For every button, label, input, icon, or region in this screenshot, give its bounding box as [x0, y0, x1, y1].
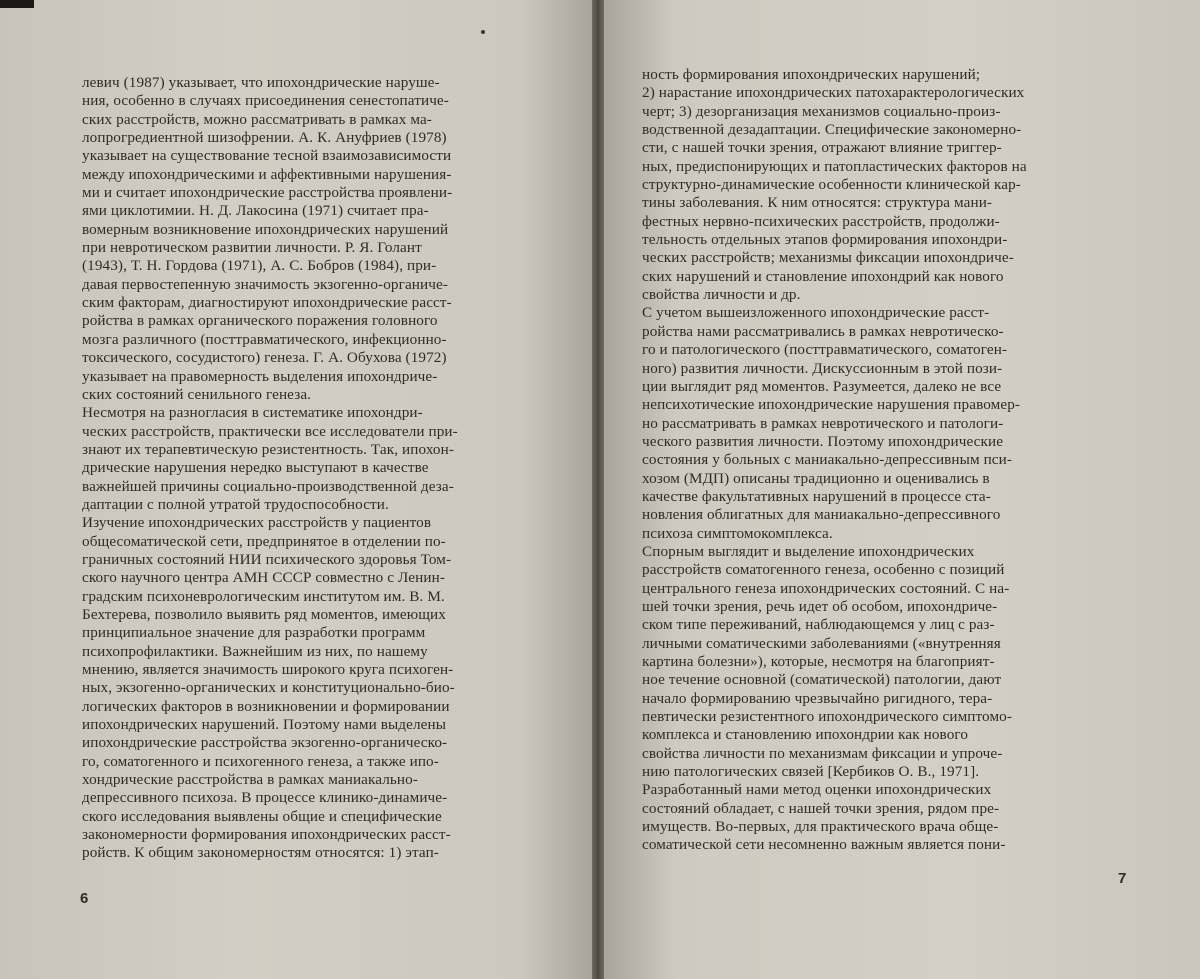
- text-line: комплекса и становлению ипохондрии как нового: [642, 726, 969, 744]
- text-line: С учетом вышеизложенного ипохондрические расст-: [642, 304, 990, 322]
- text-line: мозга различного (посттравматического, инфекционно-: [82, 330, 447, 348]
- text-line: ского научного центра АМН СССР совместно с Ленин-: [82, 569, 445, 587]
- book-gutter: [592, 0, 604, 979]
- text-line: указывает на правомерность выделения ипохондриче-: [82, 367, 438, 385]
- text-line: Спорным выглядит и выделение ипохондрических: [642, 542, 975, 560]
- text-line: вомерным возникновение ипохондрических нарушений: [82, 220, 449, 238]
- text-line: сти, с нашей точки зрения, отражают влияние триггер-: [642, 139, 1002, 157]
- text-line: соматической сети несомненно важным является пони-: [642, 836, 1006, 854]
- text-line: ческих расстройств, практически все исследователи при-: [82, 422, 458, 440]
- text-line: ного) развития личности. Дискуссионным в этой пози-: [642, 359, 1003, 377]
- text-line: центрального генеза ипохондрических состояний. С на-: [642, 579, 1010, 597]
- text-line: ских состояний сенильного генеза.: [82, 385, 312, 403]
- text-line: хондрические расстройства в рамках маниакально-: [82, 771, 419, 789]
- text-line: ное течение основной (соматической) патологии, дают: [642, 671, 1002, 689]
- text-line: свойства личности по механизмам фиксации и упроче-: [642, 744, 1003, 762]
- right-page-text: [642, 66, 1136, 855]
- text-line: важнейшей причины социально-производственной деза-: [82, 477, 454, 495]
- text-line: шей точки зрения, речь идет об особом, ипохондриче-: [642, 597, 998, 615]
- text-line: закономерности формирования ипохондрических расст-: [82, 826, 451, 844]
- text-line: левич (1987) указывает, что ипохондрические наруше-: [82, 74, 440, 91]
- text-line: знают их терапевтическую резистентность. Так, ипохон-: [82, 440, 455, 458]
- text-line: начало формированию чрезвычайно ригидного, тера-: [642, 689, 993, 707]
- text-line: нию патологических связей [Кербиков О. В., 1971].: [642, 763, 980, 781]
- text-line: фестных нервно-психических расстройств, продолжи-: [642, 212, 1000, 230]
- text-line: дрические нарушения нередко выступают в качестве: [82, 459, 429, 477]
- text-line: ния, особенно в случаях присоединения сенестопатиче-: [82, 92, 449, 110]
- text-line: ции выглядит ряд моментов. Разумеется, далеко не все: [642, 377, 1002, 395]
- text-line: водственной дезадаптации. Специфические закономерно-: [642, 121, 1022, 139]
- text-line: свойства личности и др.: [642, 286, 801, 304]
- text-line: тельность отдельных этапов формирования ипохондри-: [642, 231, 1008, 249]
- text-line: указывает на существование тесной взаимозависимости: [82, 147, 452, 165]
- text-line: ских расстройств, можно рассматривать в рамках ма-: [82, 110, 432, 128]
- left-page-number: 6: [80, 890, 89, 907]
- text-line: принципиальное значение для разработки программ: [82, 624, 426, 642]
- text-line: 2) нарастание ипохондрических патохарактерологических: [642, 84, 1025, 102]
- text-line: го, соматогенного и психогенного генеза, а также ипо-: [82, 752, 439, 770]
- text-line: ность формирования ипохондрических нарушений;: [642, 66, 981, 83]
- text-line: даптации с полной утратой трудоспособности.: [82, 495, 389, 513]
- text-line: певтически резистентного ипохондрического симптомо-: [642, 708, 1013, 726]
- text-line: между ипохондрическими и аффективными нарушения-: [82, 165, 452, 183]
- text-line: состояния у больных с маниакально-депрессивным пси-: [642, 451, 1013, 469]
- text-line: логических факторов в возникновении и формировании: [82, 697, 450, 715]
- text-line: личными соматическими заболеваниями («внутренняя: [642, 634, 1001, 652]
- text-line: новления облигатных для маниакально-депрессивного: [642, 506, 1001, 524]
- text-line: Изучение ипохондрических расстройств у пациентов: [82, 514, 432, 532]
- text-line: картина болезни»), которые, несмотря на благоприят-: [642, 653, 995, 670]
- text-line: ских нарушений и становление ипохондрий как нового: [642, 267, 1004, 285]
- text-line: лопрогредиентной шизофрении. А. К. Ануфриев (1978): [82, 129, 447, 147]
- text-line: мнению, является значимость широкого круга психоген-: [82, 661, 454, 678]
- text-line: (1943), Т. Н. Гордова (1971), А. С. Бобров (1984), при-: [82, 257, 437, 275]
- left-page-text: [82, 74, 566, 863]
- text-line: хозом (МДП) описаны традиционно и оценивались в: [642, 469, 990, 487]
- ink-speck: [481, 30, 485, 34]
- text-line: ройств. К общим закономерностям относятся: 1) этап-: [82, 844, 439, 862]
- right-page-number: 7: [1118, 870, 1127, 887]
- text-line: токсического, сосудистого) генеза. Г. А. Обухова (1972): [82, 349, 447, 367]
- text-line: ройства нами рассматривались в рамках невротическо-: [642, 322, 1004, 340]
- left-page: [0, 0, 592, 979]
- text-line: ским факторам, диагностируют ипохондрические расст-: [82, 294, 452, 312]
- text-line: ческого развития личности. Поэтому ипохондрические: [642, 432, 1004, 450]
- text-line: ипохондрических нарушений. Поэтому нами выделены: [82, 716, 447, 734]
- text-line: давая первостепенную значимость экзогенно-органиче-: [82, 275, 448, 293]
- text-line: ми и считает ипохондрические расстройства проявлени-: [82, 184, 453, 202]
- text-line: Несмотря на разногласия в систематике ипохондри-: [82, 404, 423, 422]
- text-line: градским психоневрологическим институтом им. В. М.: [82, 587, 445, 605]
- text-line: но рассматривать в рамках невротического и патологи-: [642, 414, 1004, 432]
- scan-corner-mark: [0, 0, 34, 8]
- text-line: непсихотические ипохондрические нарушения правомер-: [642, 396, 1021, 414]
- text-line: черт; 3) дезорганизация механизмов социально-произ-: [642, 102, 1001, 120]
- text-line: ском типе переживаний, наблюдающемся у лиц с раз-: [642, 616, 995, 634]
- text-line: психопрофилактики. Важнейшим из них, по нашему: [82, 642, 428, 660]
- text-line: ческих расстройств; механизмы фиксации ипохондриче-: [642, 249, 1014, 267]
- text-line: ных, предиспонирующих и патопластических факторов на: [642, 157, 1027, 175]
- text-line: ройства в рамках органического поражения головного: [82, 312, 438, 330]
- text-line: ипохондрические расстройства экзогенно-органическо-: [82, 734, 448, 752]
- text-line: психоза симптомокомплекса.: [642, 524, 833, 542]
- text-line: расстройств соматогенного генеза, особенно с позиций: [642, 561, 1005, 579]
- text-line: Бехтерева, позволило выявить ряд моментов, имеющих: [82, 605, 446, 623]
- text-line: качестве факультативных нарушений в процессе ста-: [642, 487, 991, 505]
- text-line: структурно-динамические особенности клинической кар-: [642, 176, 1021, 194]
- text-line: депрессивного психоза. В процессе клинико-динамиче-: [82, 789, 448, 807]
- text-line: при невротическом развитии личности. Р. Я. Голант: [82, 239, 422, 257]
- text-line: ями циклотимии. Н. Д. Лакосина (1971) считает пра-: [82, 202, 429, 220]
- text-line: общесоматической сети, предпринятое в отделении по-: [82, 532, 446, 550]
- text-line: ского исследования выявлены общие и специфические: [82, 807, 442, 825]
- right-page: [604, 0, 1200, 979]
- text-line: го и патологического (посттравматического, соматоген-: [642, 341, 1008, 359]
- text-line: состояний обладает, с нашей точки зрения, рядом пре-: [642, 799, 1000, 817]
- text-line: Разработанный нами метод оценки ипохондрических: [642, 781, 992, 799]
- text-line: граничных состояний НИИ психического здоровья Том-: [82, 550, 452, 568]
- text-line: имуществ. Во-первых, для практического врача обще-: [642, 818, 999, 836]
- text-line: ных, экзогенно-органических и конституционально-био-: [82, 679, 455, 697]
- text-line: тины заболевания. К ним относятся: структура мани-: [642, 194, 993, 212]
